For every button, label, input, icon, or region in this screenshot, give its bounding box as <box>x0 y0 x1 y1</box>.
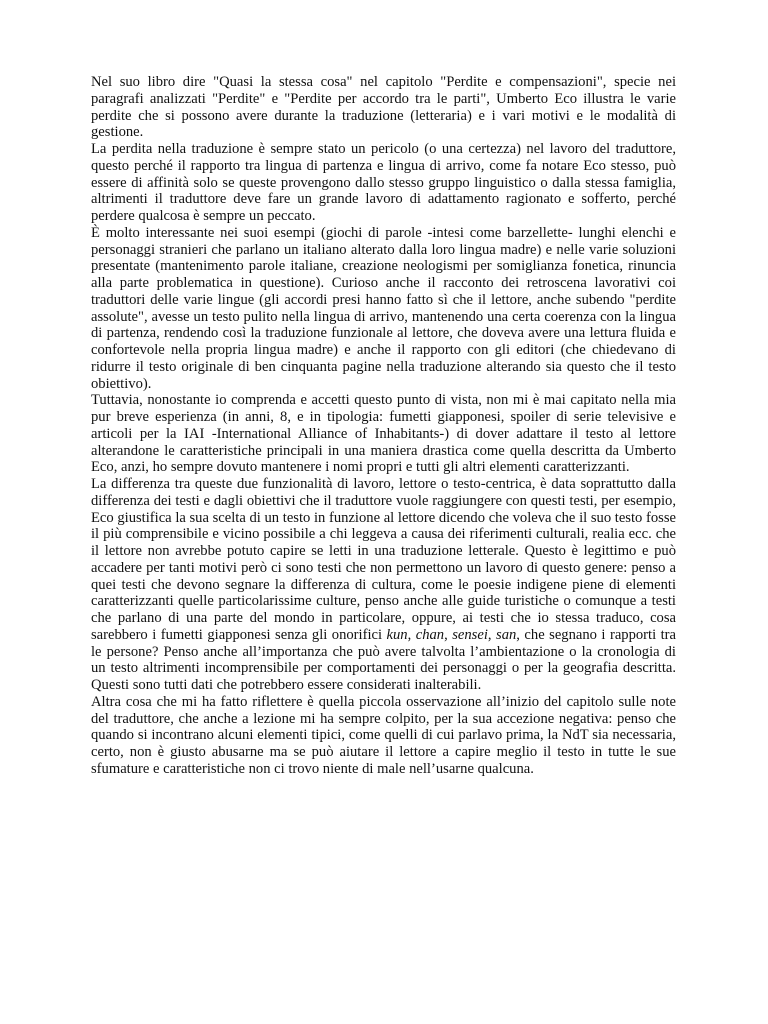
paragraph-5-sep-3: , <box>487 626 497 643</box>
paragraph-5-text-b: , che segnano i rapporti tra le persone? Penso anche all’importanza che può avere talvolta l’ambientazione o la cronologia di un testo altrimenti incomprensibile per comportamenti dei personaggi o per la geografia descritta. Questi sono tutti dati che potrebbero essere considerati inalterabili. <box>91 626 677 693</box>
paragraph-5 <box>91 476 676 694</box>
paragraph-2-text: La perdita nella traduzione è sempre stato un pericolo (o una certezza) nel lavoro del traduttore, questo perché il rapporto tra lingua di partenza e lingua di arrivo, come fa notare Eco stesso, può essere di affinità solo se queste provengono dallo stesso gruppo linguistico o dalla stessa famiglia, altrimenti il traduttore deve fare un grande lavoro di adattamento ragionato e sofferto, perché perdere qualcosa è sempre un peccato. <box>91 141 676 224</box>
paragraph-1 <box>91 74 676 141</box>
paragraph-4 <box>91 392 676 476</box>
paragraph-5-text-a: La differenza tra queste due funzionalità di lavoro, lettore o testo-centrica, è data soprattutto dalla differenza dei testi e dagli obiettivi che il traduttore vuole raggiungere con questi testi, per esempio, Eco giustifica la sua scelta di un testo in funzione al lettore dicendo che voleva che il suo testo fosse il più comprensibile e vicino possibile a chi leggeva a causa dei riferimenti culturali, realia ecc. che il lettore non avrebbe potuto capire se letti in una traduzione letterale. Questo è legittimo e può accadere per tanti motivi però ci sono testi che non permettono un lavoro di questo genere: penso a quei testi che devono segnare la differenza di cultura, come le poesie indigene piene di elementi caratterizzanti quelle particolarissime culture, penso anche alle guide turistiche o comunque a testi che parlano di una parte del mondo in particolare, oppure, ai testi che io stessa traduco, cosa sarebbero i fumetti giapponesi senza gli onorifici <box>91 476 676 643</box>
paragraph-5-sep-1: , <box>407 626 416 643</box>
honorific-chan: chan <box>415 626 445 643</box>
honorific-sensei: sensei <box>452 626 488 643</box>
paragraph-1-text: Nel suo libro dire "Quasi la stessa cosa" nel capitolo "Perdite e compensazioni", specie nei paragrafi analizzati "Perdite" e "Perdite per accordo tra le parti", Umberto Eco illustra le varie perdite che si possono avere durante la traduzione (letteraria) e i vari motivi e le modalità di gestione. <box>91 74 676 141</box>
paragraph-5-sep-2: , <box>444 626 453 643</box>
paragraph-6-text: Altra cosa che mi ha fatto riflettere è quella piccola osservazione all’inizio del capitolo sulle note del traduttore, che anche a lezione mi ha sempre colpito, per la sua accezione negativa: penso che quando si incontrano alcuni elementi tipici, come quelli di cui parlavo prima, la NdT sia necessaria, certo, non è giusto abusarne ma se può aiutare il lettore a capire meglio il testo in tutte le sue sfumature e caratteristiche non ci trovo niente di male nell’usarne qualcuna. <box>91 693 676 777</box>
paragraph-2 <box>91 141 676 225</box>
paragraph-3 <box>91 225 676 393</box>
honorific-kun: kun <box>386 626 408 643</box>
paragraph-6 <box>91 694 676 778</box>
paragraph-4-text: Tuttavia, nonostante io comprenda e accetti questo punto di vista, non mi è mai capitato nella mia pur breve esperienza (in anni, 8, e in tipologia: fumetti giapponesi, spoiler di serie televisive e articoli per la IAI -International Alliance of Inhabitants-) di dover adattare il testo al lettore alterandone le caratteristiche principali in una maniera drastica come quella descritta da Umberto Eco, anzi, ho sempre dovuto mantenere i nomi propri e tutti gli altri elementi caratterizzanti. <box>91 392 676 476</box>
paragraph-3-text: È molto interessante nei suoi esempi (giochi di parole -intesi come barzellette- lunghi elenchi e personaggi stranieri che parlano un italiano alterato dalla loro lingua madre) e nelle varie soluzioni presentate (mantenimento parole italiane, creazione neologismi per somiglianza fonetica, rinuncia alla parte problematica in questione). Curioso anche il racconto dei retroscena lavorativi coi traduttori delle varie lingue (gli accordi presi hanno fatto sì che il lettore, anche subendo "perdite assolute", avesse un testo pulito nella lingua di arrivo, mantenendo una certa coerenza con la lingua di partenza, rendendo così la traduzione funzionale al lettore, che doveva avere una lettura fluida e confortevole nella propria lingua madre) e anche il rapporto con gli editori (che chiedevano di ridurre il testo originale di ben cinquanta pagine nella traduzione alterando sia questo che il testo obiettivo). <box>91 224 676 392</box>
document-page <box>91 74 676 778</box>
honorific-san: san <box>496 626 517 643</box>
